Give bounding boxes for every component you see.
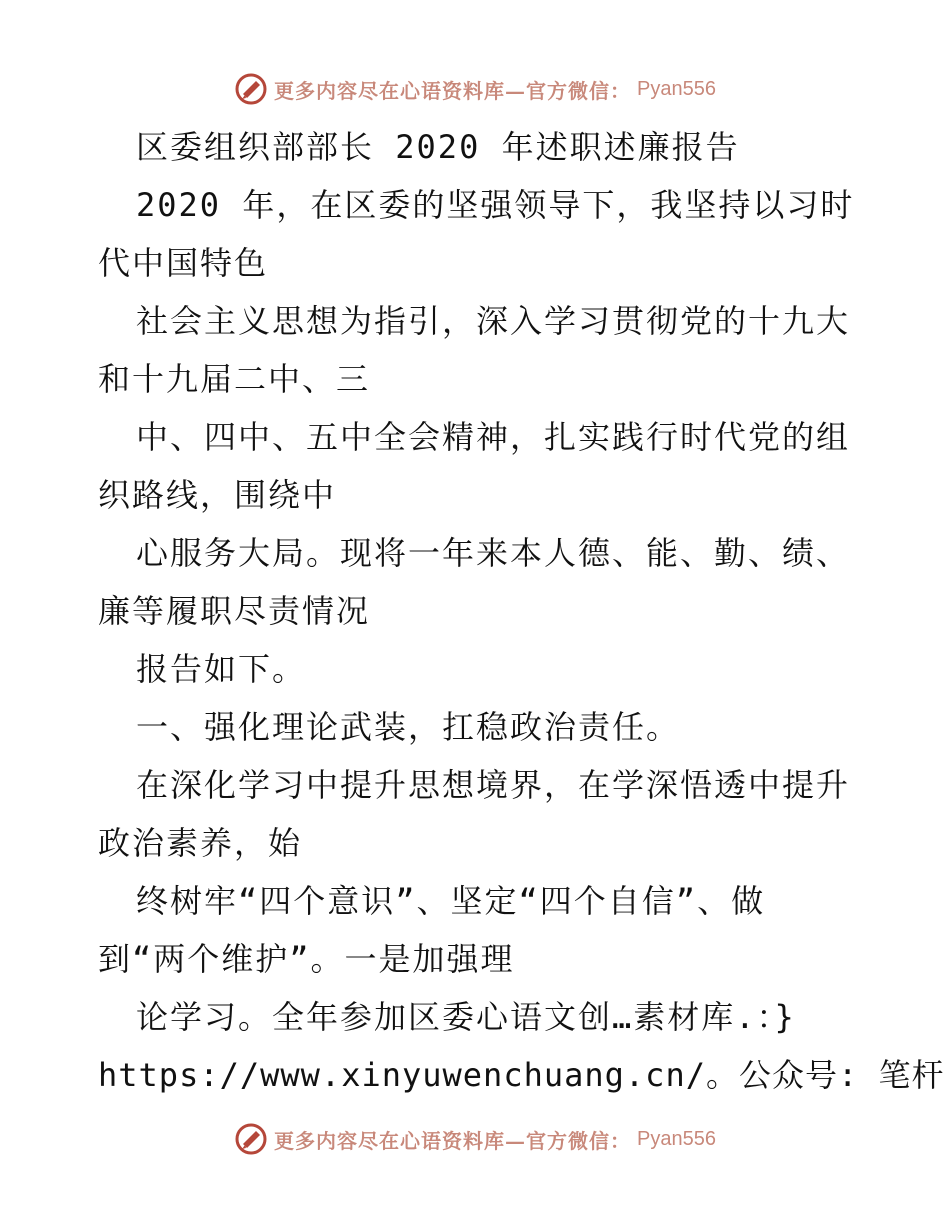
doc-line: 廉等履职尽责情况 <box>98 592 371 630</box>
doc-line: 终树牢“四个意识”、坚定“四个自信”、做 <box>136 882 766 920</box>
doc-line: 在深化学习中提升思想境界，在学深悟透中提升 <box>136 766 851 804</box>
doc-line: 报告如下。 <box>136 650 307 688</box>
doc-line: 政治素养，始 <box>98 824 303 862</box>
doc-line: 心服务大局。现将一年来本人德、能、勤、绩、 <box>136 534 851 572</box>
banner-wechat-id: Pyan556 <box>637 1127 716 1150</box>
doc-line: 一、强化理论武装，扛稳政治责任。 <box>136 708 681 746</box>
doc-line: 到“两个维护”。一是加强理 <box>98 940 515 978</box>
doc-line: 代中国特色 <box>98 244 269 282</box>
banner-slogan: 更多内容尽在心语资料库—官方微信： <box>274 78 632 103</box>
doc-line: 织路线，围绕中 <box>98 476 337 514</box>
doc-line: 2020 年，在区委的坚强领导下，我坚持以习时 <box>136 186 855 224</box>
doc-line: 论学习。全年参加区委心语文创…素材库.：} <box>136 998 796 1036</box>
document-body <box>98 118 945 1104</box>
doc-line-url: https://www.xinyuwenchuang.cn/。公众号: 笔杆 <box>98 1056 945 1094</box>
doc-line: 社会主义思想为指引，深入学习贯彻党的十九大 <box>136 302 851 340</box>
doc-line: 区委组织部部长 2020 年述职述廉报告 <box>136 128 740 166</box>
header-watermark-banner <box>0 72 950 106</box>
doc-line: 和十九届二中、三 <box>98 360 371 398</box>
banner-wechat-id: Pyan556 <box>637 77 716 100</box>
seal-pen-icon <box>234 72 268 106</box>
seal-pen-icon <box>234 1122 268 1156</box>
banner-slogan: 更多内容尽在心语资料库—官方微信： <box>274 1128 632 1153</box>
footer-watermark-banner <box>0 1122 950 1156</box>
doc-line: 中、四中、五中全会精神，扎实践行时代党的组 <box>136 418 851 456</box>
